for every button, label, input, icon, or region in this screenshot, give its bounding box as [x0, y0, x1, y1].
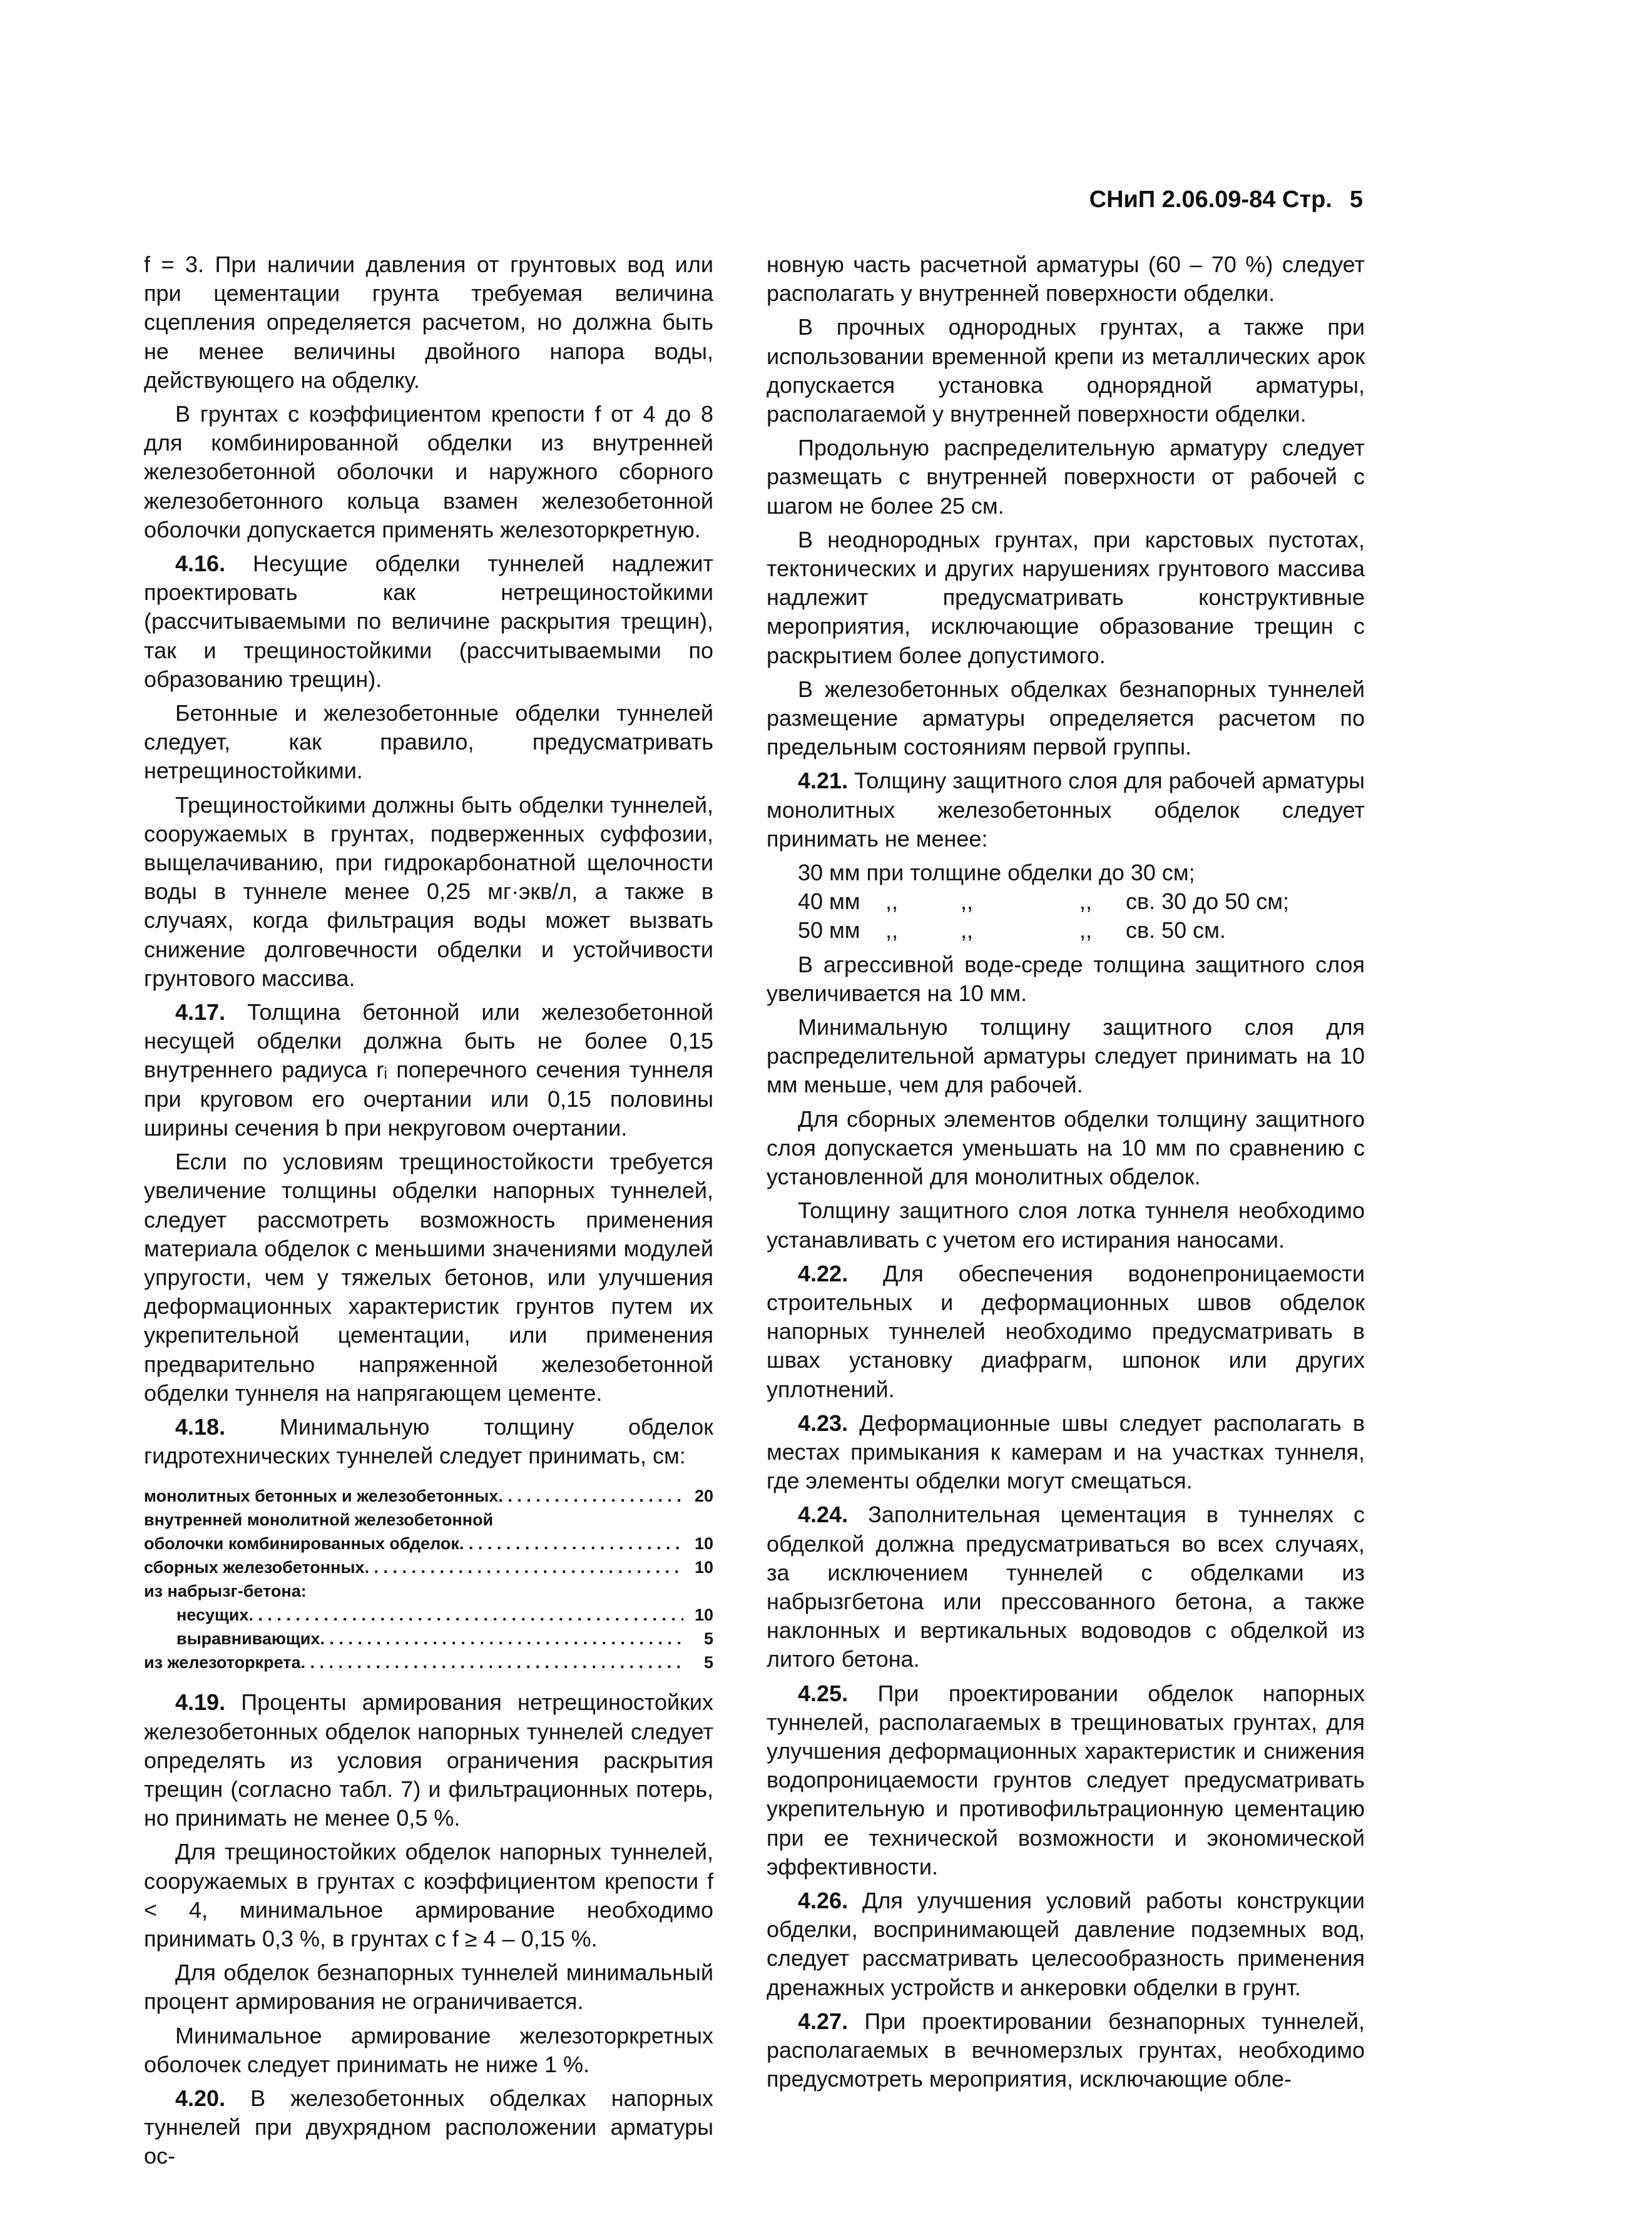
clause-number: 4.24.: [798, 1502, 849, 1528]
list-label: из железоторкрета: [144, 1653, 301, 1672]
ditto-mark: ,,: [961, 888, 974, 915]
paragraph: В грунтах с коэффициентом крепости f от 4 до 8 для комбинированной обделки из внутренней железобетонной оболочки и наружного сборного железобетонного кольца взамен железобетонной оболочки допускается применять железоторкретную.: [144, 401, 713, 542]
clause-number: 4.20.: [175, 2085, 226, 2111]
clause-number: 4.18.: [175, 1413, 226, 1440]
spec-row: [767, 858, 1365, 887]
clause-4-23: [767, 1409, 1365, 1496]
list-item: [144, 1555, 713, 1579]
list-label: оболочки комбинированных обделок: [144, 1534, 459, 1554]
clause-4-21: [767, 766, 1365, 853]
paragraph: Минимальное армирование железоторкретных оболочек следует принимать не ниже 1 %.: [144, 2022, 713, 2077]
clause-text: Заполнительная цементация в туннелях с обделкой должна предусматриваться во всех случаях, за исключением туннелей с обделками из набрызгбетона или прессованного бетона, а также наклонных и вертикальных водоводов с обделкой из литого бетона.: [767, 1502, 1365, 1672]
doc-code: СНиП 2.06.09-84 Стр.: [1089, 186, 1332, 213]
paragraph: Продольную распределительную арматуру следует размещать с внутренней поверхности от рабочей с шагом не более 25 см.: [767, 435, 1365, 519]
spec-text: св. 50 см.: [1126, 917, 1226, 944]
ditto-mark: ,,: [885, 888, 899, 915]
list-label: несущих: [176, 1605, 249, 1625]
list-label: выравнивающих: [176, 1629, 320, 1649]
clause-4-17: [144, 998, 713, 1142]
clause-number: 4.22.: [798, 1260, 849, 1286]
clause-text: Толщина бетонной или железобетонной несущей обделки должна быть не более 0,15 внутреннего радиуса rᵢ поперечного сечения туннеля при круговом его очертании или 0,15 половины ширины сечения b при некруговом очертании.: [144, 999, 713, 1141]
clause-text: Деформационные швы следует располагать в местах примыкания к камерам и на участках туннеля, где элементы обделки могут смещаться.: [767, 1410, 1365, 1494]
clause-text: Минимальную толщину обделок гидротехнических туннелей следует принимать, см:: [144, 1413, 713, 1469]
paragraph: новную часть расчетной арматуры (60 – 70 %) следует располагать у внутренней поверхности обделки.: [767, 252, 1365, 307]
clause-number: 4.19.: [175, 1689, 226, 1716]
right-column: [767, 250, 1365, 2099]
clause-number: 4.21.: [798, 768, 849, 794]
clause-4-16: [144, 549, 713, 694]
paragraph: Трещиностойкими должны быть обделки туннелей, сооружаемых в грунтах, подверженных суффозии, выщелачиванию, при гидрокарбонатной щелочности воды в туннеле менее 0,25 мг·экв/л, а также в случаях, когда фильтрация воды может вызвать снижение долговечности обделки и устойчивости грунтового массива.: [144, 791, 713, 991]
clause-4-19: [144, 1688, 713, 1833]
list-label: сборных железобетонных: [144, 1558, 365, 1577]
clause-number: 4.27.: [798, 2008, 849, 2034]
spec-row: [767, 916, 1365, 945]
paragraph: Для сборных элементов обделки толщину защитного слоя допускается уменьшать на 10 мм по сравнению с установленной для монолитных обделок.: [767, 1106, 1365, 1190]
list-value: 5: [703, 1653, 713, 1672]
spec-text: св. 30 до 50 см;: [1126, 888, 1289, 915]
list-label: из набрызг-бетона:: [144, 1582, 307, 1601]
clause-text: При проектировании обделок напорных туннелей, располагаемых в трещиноватых грунтах, для улучшения деформационных характеристик и снижения водопроницаемости грунтов следует предусматривать укрепительную и противофильтрационную цементацию при ее технической возможности и экономической эффективности.: [767, 1680, 1365, 1880]
paragraph: Минимальную толщину защитного слоя для распределительной арматуры следует принимать на 10 мм меньше, чем для рабочей.: [767, 1014, 1365, 1098]
paragraph: Толщину защитного слоя лотка туннеля необходимо устанавливать с учетом его истирания наносами.: [767, 1198, 1365, 1253]
paragraph: В агрессивной воде-среде толщина защитного слоя увеличивается на 10 мм.: [767, 951, 1365, 1006]
clause-4-22: [767, 1259, 1365, 1404]
clause-number: 4.17.: [175, 999, 226, 1025]
clause-text: Проценты армирования нетрещиностойких железобетонных обделок напорных туннелей следует определять из условия ограничения раскрытия трещин (согласно табл. 7) и фильтрационных потерь, но принимать не менее 0,5 %.: [144, 1689, 713, 1831]
spec-text: 30 мм при толщине обделки до 30 см;: [798, 860, 1195, 886]
clause-text: Толщину защитного слоя для рабочей арматуры монолитных железобетонных обделок следует принимать не менее:: [767, 768, 1365, 852]
list-item: [144, 1484, 713, 1508]
clause-4-26: [767, 1886, 1365, 2002]
spec-value: 40 мм: [798, 888, 860, 915]
ditto-mark: ,,: [1079, 917, 1093, 944]
list-value: 20: [694, 1487, 713, 1506]
clause-number: 4.25.: [798, 1680, 849, 1706]
clause-text: При проектировании безнапорных туннелей, располагаемых в вечномерзлых грунтах, необходимо предусмотреть мероприятия, исключающие обле-: [767, 2008, 1365, 2092]
paragraph: Если по условиям трещиностойкости требуется увеличение толщины обделки напорных туннелей, следует рассмотреть возможность применения материала обделок с меньшими значениями модулей упругости, чем у тяжелых бетонов, или улучшения деформационных характеристик грунтов путем их укрепительной цементации, или применения предварительно напряженной железобетонной обделки туннеля на напрягающем цементе.: [144, 1149, 713, 1406]
clause-4-24: [767, 1500, 1365, 1674]
paragraph: В неоднородных грунтах, при карстовых пустотах, тектонических и других нарушениях грунтового массива надлежит предусматривать конструктивные мероприятия, исключающие образование трещин с раскрытием более допустимого.: [767, 526, 1365, 668]
left-column: [144, 250, 713, 2176]
clause-4-27: [767, 2007, 1365, 2094]
clause-number: 4.26.: [798, 1887, 849, 1913]
spec-row: [767, 887, 1365, 916]
list-value: 10: [694, 1534, 713, 1554]
list-item: [144, 1579, 713, 1603]
clause-4-20: [144, 2084, 713, 2171]
clause-text: В железобетонных обделках напорных туннелей при двухрядном расположении арматуры ос-: [144, 2085, 713, 2169]
list-value: 10: [694, 1605, 713, 1625]
ditto-mark: ,,: [1079, 888, 1093, 915]
paragraph: Бетонные и железобетонные обделки туннелей следует, как правило, предусматривать нетрещиностойкими.: [144, 700, 713, 784]
list-item: [144, 1508, 713, 1532]
clause-number: 4.16.: [175, 551, 226, 577]
list-item: [144, 1651, 713, 1674]
cover-thickness-spec: [767, 858, 1365, 945]
spec-value: 50 мм: [798, 917, 860, 944]
clause-text: Несущие обделки туннелей надлежит проектировать как нетрещиностойкими (рассчитываемыми по величине раскрытия трещин), так и трещиностойкими (рассчитываемыми по образованию трещин).: [144, 551, 713, 692]
paragraph: Для трещиностойких обделок напорных туннелей, сооружаемых в грунтах с коэффициентом крепости f < 4, минимальное армирование необходимо принимать 0,3 %, в грунтах с f ≥ 4 – 0,15 %.: [144, 1839, 713, 1951]
list-value: 5: [703, 1629, 713, 1649]
paragraph: В прочных однородных грунтах, а также при использовании временной крепи из металлических арок допускается установка однорядной арматуры, располагаемой у внутренней поверхности обделки.: [767, 314, 1365, 427]
paragraph: f = 3. При наличии давления от грунтовых вод или при цементации грунта требуемая величина сцепления определяется расчетом, но должна быть не менее величины двойного напора воды, действующего на обделку.: [144, 252, 713, 393]
list-item: [144, 1627, 713, 1651]
clause-4-18: [144, 1413, 713, 1470]
clause-number: 4.23.: [798, 1410, 849, 1436]
thickness-list: [144, 1484, 713, 1674]
paragraph: В железобетонных обделках безнапорных туннелей размещение арматуры определяется расчетом по предельным состояниям первой группы.: [767, 676, 1365, 760]
list-label: монолитных бетонных и железобетонных: [144, 1487, 499, 1506]
ditto-mark: ,,: [961, 917, 974, 944]
ditto-mark: ,,: [885, 917, 899, 944]
clause-text: Для улучшения условий работы конструкции обделки, воспринимающей давление подземных вод, следует рассматривать целесообразность применения дренажных устройств и анкеровки обделки в грунт.: [767, 1887, 1365, 2000]
list-value: 10: [694, 1558, 713, 1577]
clause-text: Для обеспечения водонепроницаемости строительных и деформационных швов обделок напорных туннелей необходимо предусматривать в швах установку диафрагм, шпонок или других уплотнений.: [767, 1260, 1365, 1402]
list-item: [144, 1603, 713, 1627]
list-label: внутренней монолитной железобетонной: [144, 1510, 494, 1530]
page-number: 5: [1349, 186, 1363, 213]
clause-4-25: [767, 1679, 1365, 1881]
running-header: [1089, 186, 1363, 213]
paragraph: Для обделок безнапорных туннелей минимальный процент армирования не ограничивается.: [144, 1960, 713, 2015]
list-item: [144, 1532, 713, 1555]
